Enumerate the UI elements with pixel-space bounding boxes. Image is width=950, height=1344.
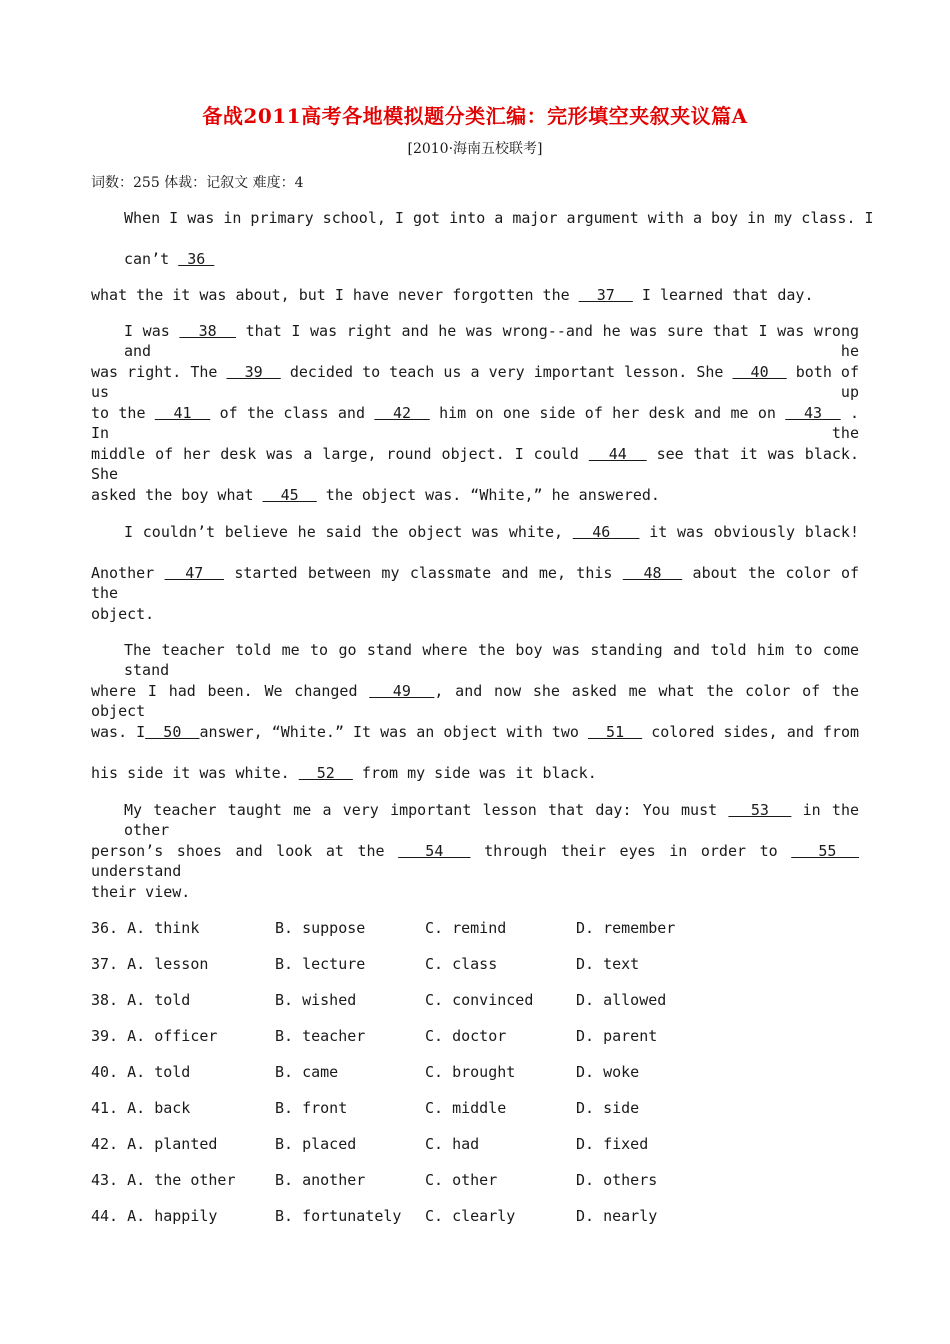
option-c: C. had [425, 1135, 480, 1153]
option-d: D. nearly [576, 1207, 658, 1225]
passage-line [124, 249, 859, 269]
passage-text: see that it was black. She [91, 445, 859, 483]
passage-text: . In the [91, 404, 860, 442]
option-a: 44. A. happily [91, 1207, 218, 1225]
question-row [91, 1026, 859, 1046]
passage-line [124, 522, 859, 542]
passage-line [91, 285, 859, 305]
blank-51: 51 [587, 723, 643, 741]
question-row [91, 1098, 859, 1118]
passage-line: When I was in primary school, I got into a major argument with a boy in my class. I [124, 209, 874, 227]
passage-line: their view. [91, 883, 191, 901]
passage-text: , and now she asked me what the color of the object [91, 682, 860, 720]
blank-52: 52 [298, 764, 353, 782]
blank-46: 46 [572, 523, 640, 541]
option-b: B. suppose [275, 919, 366, 937]
passage-text: I couldn’t believe he said the object was white, [124, 523, 573, 541]
option-d: D. allowed [576, 991, 667, 1009]
option-a: 41. A. back [91, 1099, 191, 1117]
option-d: D. side [576, 1099, 640, 1117]
option-b: B. another [275, 1171, 366, 1189]
passage-text: was. I [91, 723, 146, 741]
passage-text: it was obviously black! [649, 523, 859, 541]
passage-text: can’t [124, 250, 179, 268]
passage-line [91, 681, 859, 721]
option-b: B. came [275, 1063, 339, 1081]
passage-line [91, 403, 859, 443]
passage-text: about the color of the [91, 564, 860, 602]
question-row [91, 918, 859, 938]
passage-line [124, 321, 859, 361]
blank-48: 48 [622, 564, 683, 582]
question-row [91, 1062, 859, 1082]
option-b: B. placed [275, 1135, 357, 1153]
passage-text: him on one side of her desk and me on [439, 404, 786, 422]
option-b: B. front [275, 1099, 348, 1117]
blank-37: 37 [578, 286, 633, 304]
passage-text: Another [91, 564, 165, 582]
passage-text: from my side was it black. [352, 764, 597, 782]
option-d: D. text [576, 955, 640, 973]
blank-40: 40 [732, 363, 787, 381]
passage-text: person’s shoes and look at the [91, 842, 399, 860]
blank-53: 53 [728, 801, 792, 819]
passage-text: the object was. “White,” he answered. [316, 486, 660, 504]
option-b: B. lecture [275, 955, 366, 973]
passage-line: object. [91, 605, 155, 623]
passage-text: My teacher taught me a very important lesson that day: You must [124, 801, 729, 819]
option-a: 36. A. think [91, 919, 200, 937]
passage-text: middle of her desk was a large, round object. I could [91, 445, 589, 463]
passage-text: that I was right and he was wrong--and he was sure that I was wrong and he [124, 322, 860, 360]
option-a: 43. A. the other [91, 1171, 236, 1189]
option-c: C. class [425, 955, 498, 973]
passage-line [91, 563, 859, 603]
passage-text: both of us up [91, 363, 859, 401]
passage-text: asked the boy what [91, 486, 263, 504]
passage-line [91, 841, 859, 881]
blank-44: 44 [588, 445, 647, 463]
passage-text: through their eyes in order to [484, 842, 792, 860]
passage-text: I learned that day. [632, 286, 814, 304]
question-row [91, 1170, 859, 1190]
passage-text: I was [124, 322, 180, 340]
option-c: C. middle [425, 1099, 507, 1117]
passage-text: colored sides, and from [651, 723, 860, 741]
passage-line [91, 485, 859, 505]
option-d: D. remember [576, 919, 676, 937]
passage-text: understand [91, 862, 182, 880]
passage-text: in the other [124, 801, 860, 839]
option-a: 42. A. planted [91, 1135, 218, 1153]
passage-text: to the [91, 404, 155, 422]
blank-39: 39 [226, 363, 281, 381]
passage-text: decided to teach us a very important lesson. She [289, 363, 733, 381]
question-row [91, 954, 859, 974]
option-d: D. others [576, 1171, 658, 1189]
source-label: [2010·海南五校联考] [407, 141, 543, 157]
blank-49: 49 [369, 682, 435, 700]
passage-text: of the class and [219, 404, 375, 422]
blank-38: 38 [179, 322, 236, 340]
blank-42: 42 [374, 404, 430, 422]
page-title: 备战2011高考各地模拟题分类汇编：完形填空夹叙夹议篇A [202, 104, 748, 128]
option-b: B. teacher [275, 1027, 366, 1045]
option-a: 39. A. officer [91, 1027, 218, 1045]
passage-text: was right. The [91, 363, 227, 381]
option-a: 37. A. lesson [91, 955, 209, 973]
meta-info: 词数：255 体裁：记叙文 难度：4 [91, 175, 304, 191]
option-d: D. woke [576, 1063, 640, 1081]
blank-45: 45 [262, 486, 317, 504]
passage-text: where I had been. We changed [91, 682, 370, 700]
blank-50: 50 [145, 723, 200, 741]
option-c: C. remind [425, 919, 507, 937]
blank-54: 54 [398, 842, 471, 860]
passage-line: The teacher told me to go stand where the boy was standing and told him to come stand [124, 641, 859, 679]
option-b: B. fortunately [275, 1207, 402, 1225]
passage-line [91, 362, 859, 402]
passage-text: started between my classmate and me, this [234, 564, 623, 582]
blank-55: 55 [791, 842, 860, 860]
option-d: D. parent [576, 1027, 658, 1045]
blank-47: 47 [164, 564, 224, 582]
passage-text: his side it was white. [91, 764, 299, 782]
passage-line [91, 444, 859, 484]
blank-36: 36 [178, 250, 215, 268]
option-b: B. wished [275, 991, 357, 1009]
option-c: C. clearly [425, 1207, 516, 1225]
question-row [91, 990, 859, 1010]
passage-line [91, 722, 859, 742]
passage-line [124, 800, 859, 840]
option-c: C. doctor [425, 1027, 507, 1045]
passage-text: what the it was about, but I have never forgotten the [91, 286, 579, 304]
passage-line [91, 763, 859, 783]
question-row [91, 1206, 859, 1226]
option-a: 40. A. told [91, 1063, 191, 1081]
blank-41: 41 [154, 404, 211, 422]
option-c: C. other [425, 1171, 498, 1189]
option-c: C. brought [425, 1063, 516, 1081]
option-d: D. fixed [576, 1135, 649, 1153]
option-c: C. convinced [425, 991, 534, 1009]
blank-43: 43 [785, 404, 841, 422]
question-row [91, 1134, 859, 1154]
option-a: 38. A. told [91, 991, 191, 1009]
passage-text: answer, “White.” It was an object with two [199, 723, 588, 741]
